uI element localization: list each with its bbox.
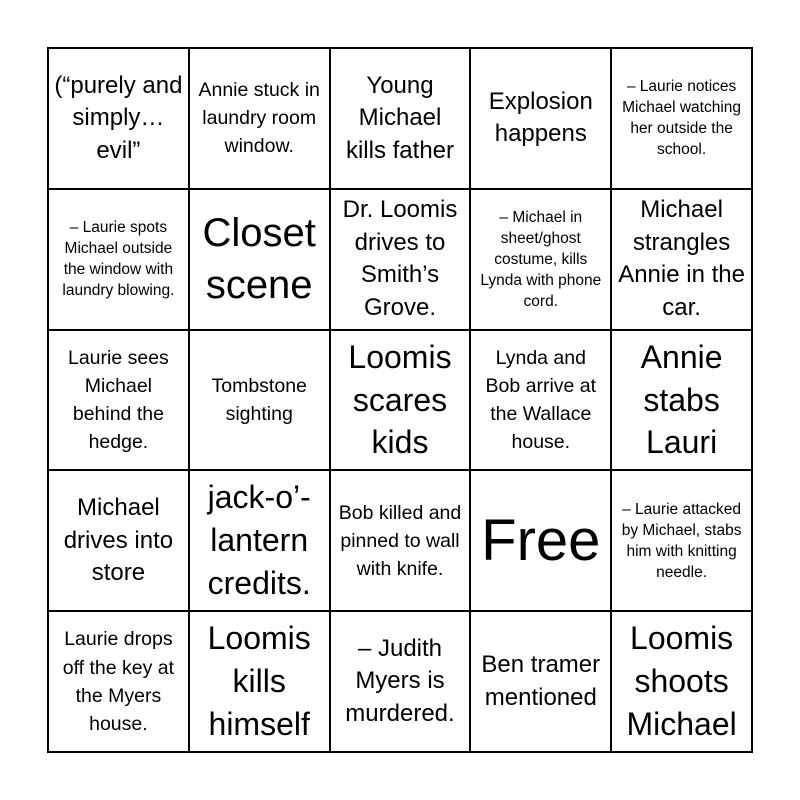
- bingo-cell[interactable]: [611, 48, 752, 189]
- bingo-cell-text: Loomis shoots Michael: [626, 620, 737, 743]
- bingo-cell-text: Loomis scares kids: [348, 338, 452, 461]
- bingo-board: [47, 47, 753, 753]
- bingo-cell[interactable]: [189, 470, 330, 611]
- bingo-cell[interactable]: [330, 470, 471, 611]
- bingo-cell-text: Michael drives into store: [63, 494, 174, 586]
- bingo-cell[interactable]: [470, 611, 611, 752]
- bingo-cell[interactable]: [611, 189, 752, 330]
- bingo-cell-text: – Judith Myers is murdered.: [345, 635, 455, 727]
- bingo-cell-text: – Laurie attacked by Michael, stabs him with knitting needle.: [621, 500, 742, 581]
- bingo-cell-text: Loomis kills himself: [207, 620, 311, 743]
- bingo-cell[interactable]: [470, 48, 611, 189]
- bingo-cell[interactable]: [48, 189, 189, 330]
- bingo-cell[interactable]: [189, 330, 330, 471]
- bingo-cell[interactable]: [330, 189, 471, 330]
- bingo-cell-text: Annie stuck in laundry room window.: [198, 79, 320, 158]
- bingo-cell-text: Dr. Loomis drives to Smith’s Grove.: [342, 196, 458, 321]
- bingo-cell[interactable]: [48, 611, 189, 752]
- bingo-cell[interactable]: [189, 611, 330, 752]
- bingo-cell[interactable]: [611, 330, 752, 471]
- bingo-cell[interactable]: [189, 48, 330, 189]
- bingo-cell-text: Laurie sees Michael behind the hedge.: [67, 346, 169, 454]
- bingo-cell-text: Michael strangles Annie in the car.: [618, 196, 745, 321]
- bingo-cell[interactable]: [330, 48, 471, 189]
- bingo-cell-text: Annie stabs Lauri: [640, 338, 723, 461]
- bingo-cell-text: (“purely and simply… evil”: [54, 71, 183, 164]
- bingo-cell-text: Ben tramer mentioned: [481, 651, 601, 711]
- bingo-cell-text: Laurie drops off the key at the Myers house.: [62, 628, 175, 735]
- bingo-cell[interactable]: [48, 470, 189, 611]
- bingo-cell[interactable]: [330, 611, 471, 752]
- bingo-cell-text: – Laurie spots Michael outside the window with laundry blowing.: [62, 219, 175, 300]
- bingo-cell-text: Explosion happens: [488, 88, 593, 148]
- bingo-cell-text: jack-o’-lantern credits.: [207, 479, 311, 602]
- bingo-cell-text: Tombstone sighting: [211, 374, 307, 425]
- bingo-cell[interactable]: [611, 611, 752, 752]
- bingo-cell[interactable]: [189, 189, 330, 330]
- bingo-cell-text: Bob killed and pinned to wall with knife.: [338, 501, 462, 580]
- bingo-cell-text: – Laurie notices Michael watching her outside the school.: [622, 78, 742, 159]
- bingo-cell-text: Young Michael kills father: [345, 71, 455, 164]
- bingo-cell-text: Closet scene: [202, 211, 316, 308]
- bingo-cell-text: Free: [481, 507, 601, 573]
- bingo-cell[interactable]: [48, 330, 189, 471]
- free-space-cell[interactable]: [470, 470, 611, 611]
- bingo-cell[interactable]: [611, 470, 752, 611]
- bingo-cell[interactable]: [470, 189, 611, 330]
- bingo-cell[interactable]: [470, 330, 611, 471]
- bingo-cell[interactable]: [48, 48, 189, 189]
- bingo-cell-text: – Michael in sheet/ghost costume, kills Lynda with phone cord.: [480, 208, 602, 310]
- bingo-cell[interactable]: [330, 330, 471, 471]
- bingo-cell-text: Lynda and Bob arrive at the Wallace house.: [485, 346, 597, 454]
